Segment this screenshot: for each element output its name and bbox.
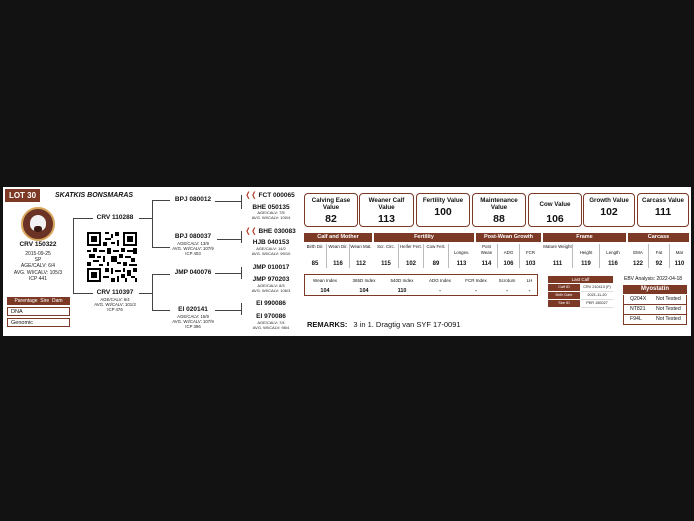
ebv-value: 111	[552, 261, 563, 267]
ebv-label: Wean Dir.	[328, 244, 348, 249]
ebv-value: 114	[481, 261, 492, 267]
breed-logo-icon	[21, 207, 55, 241]
dam-dam-id: EI 020141	[178, 306, 208, 313]
value-box-cow: Cow Value 106	[528, 193, 582, 227]
ebv-value: 85	[311, 261, 319, 267]
sire-dam-id: BPJ 080037	[174, 233, 212, 240]
lot-badge: LOT 30	[5, 189, 40, 202]
ebv-value: 112	[356, 261, 366, 267]
ebv-value: 116	[608, 261, 618, 267]
ebv-group-fertility: Fertility	[374, 233, 474, 242]
ebv-label: Mar	[675, 250, 684, 255]
sire-sire-id: BPJ 080012	[174, 196, 212, 203]
ebv-value: 110	[674, 261, 685, 267]
ebv-label: FCR	[525, 250, 536, 255]
value-box-weaner-calf: Weaner Calf Value 113	[359, 193, 414, 227]
ddd-details: AGE/CALV: 7/4 AVG. WI/CALV: 98/4	[252, 320, 290, 330]
ebv-label: Mature Weight	[543, 244, 572, 249]
dam-details: AGE/CALV: 6/4 AVG. WI/CALV: 101/3 ICP 476	[94, 297, 136, 312]
last-calf-row: Sire ID PER 150027	[548, 300, 613, 307]
farm-name: SKATKIS BONSMARAS	[55, 192, 134, 199]
ebv-label: Post Wean	[480, 244, 493, 255]
ebv-group-carcass: Carcass	[628, 233, 689, 242]
dsd-details: AGE/CALV: 8/3 AVG. WI/CALV: 106/3	[251, 283, 291, 293]
myostatin-row: F94L Not Tested	[623, 315, 687, 325]
ebv-value: 122	[632, 261, 643, 267]
parentage-header: Parentage Sire Dam	[7, 297, 70, 305]
ebv-label: Birth Dir.	[306, 244, 324, 249]
value-box-fertility: Fertility Value 100	[416, 193, 470, 227]
ebv-group-frame: Frame	[543, 233, 626, 242]
animal-details: 2015-09-25 SP AGE/CALV: 6/4 AVG. WI/CALV: 105/3 ICP 441	[13, 251, 63, 282]
ebv-value: 119	[581, 261, 591, 267]
sds-line: ❬❬ BHE 030083	[245, 228, 296, 235]
flag-icon: ❬❬	[245, 192, 257, 199]
ebv-value: 115	[381, 261, 391, 267]
last-calf-header: Last Calf	[548, 276, 613, 283]
animal-id: CRV 150322	[19, 241, 57, 248]
ebv-group-post-wean: Post-Wean Growth	[476, 233, 541, 242]
parentage-row-genomic: Genomic	[7, 318, 70, 327]
lot-card	[3, 187, 691, 336]
ddd-id: EI 970086	[256, 313, 286, 320]
ebv-value: 92	[655, 261, 663, 267]
myostatin-header: Myostatin	[623, 285, 687, 294]
ebv-value: 116	[333, 261, 343, 267]
ebv-label: Fat	[655, 250, 663, 255]
value-box-growth: Growth Value 102	[583, 193, 635, 227]
ssd-details: AGE/CALV: 7/5 AVG. WI/CALV: 100/4	[251, 210, 291, 220]
sire-dam-details: AGE/CALV: 13/9 AVG. WI/CALV: 107/9 ICP 403	[172, 241, 214, 256]
dds-id: EI 990086	[256, 300, 286, 307]
ebv-label: Cow Fert.	[426, 244, 446, 249]
ebv-value: 103	[525, 261, 536, 267]
dsd-id: JMP 970203	[252, 276, 290, 283]
ebv-label: Longev.	[453, 250, 470, 255]
ebv-value: 89	[432, 261, 440, 267]
ssd-id: BHE 050135	[252, 204, 290, 211]
ebv-value: 106	[503, 261, 514, 267]
ebv-value: 102	[405, 261, 416, 267]
value-box-carcass: Carcass Value 111	[637, 193, 689, 227]
qr-code-icon[interactable]	[87, 232, 137, 282]
index-table: Wean Index 104 365D Index 104 540D Index 110 ADG Index - FCR Index - Scrotum - LH -	[304, 274, 538, 296]
last-calf-row: Birth Date 2021-11-20	[548, 292, 613, 299]
ebv-label: Scr. Circ.	[377, 244, 395, 249]
ebv-value: 113	[456, 261, 467, 267]
value-box-maintenance: Maintenance Value 88	[472, 193, 526, 227]
ebv-analysis-date: EBV Analysis: 2022-04-18	[624, 276, 683, 282]
ebv-label: ADG	[503, 250, 514, 255]
dam-dam-details: AGE/CALV: 15/9 AVG. WI/CALV: 107/9 ICP 396	[172, 314, 214, 329]
ebv-label: Length	[606, 250, 620, 255]
ebv-label: Wean Mat.	[350, 244, 372, 249]
dss-id: JMP 010017	[252, 264, 290, 271]
dam-id: CRV 110397	[96, 289, 134, 296]
ebv-label: EMA	[633, 250, 643, 255]
value-box-calving-ease: Calving Ease Value 82	[304, 193, 358, 227]
sss-line: ❬❬ FCT 000065	[245, 192, 295, 199]
last-calf-row: Calf ID CRV 210413 (F)	[548, 284, 613, 291]
sdd-details: AGE/CALV: 14/2 AVG. WI/CALV: 99/10	[251, 246, 291, 256]
parentage-row-dna: DNA	[7, 307, 70, 316]
myostatin-row: Q204X Not Tested	[623, 295, 687, 305]
ebv-group-calf-mother: Calf and Mother	[304, 233, 372, 242]
flag-icon: ❬❬	[245, 228, 257, 235]
remarks: REMARKS: 3 in 1. Dragtig van SYF 17-0091	[307, 320, 461, 329]
sire-id: CRV 110288	[96, 214, 134, 221]
ebv-label: Height	[579, 250, 593, 255]
ebv-label: Heifer Fert.	[400, 244, 422, 249]
myostatin-row: NT821 Not Tested	[623, 305, 687, 315]
sdd-id: HJB 040153	[252, 239, 290, 246]
dam-sire-id: JMP 040076	[174, 269, 212, 276]
